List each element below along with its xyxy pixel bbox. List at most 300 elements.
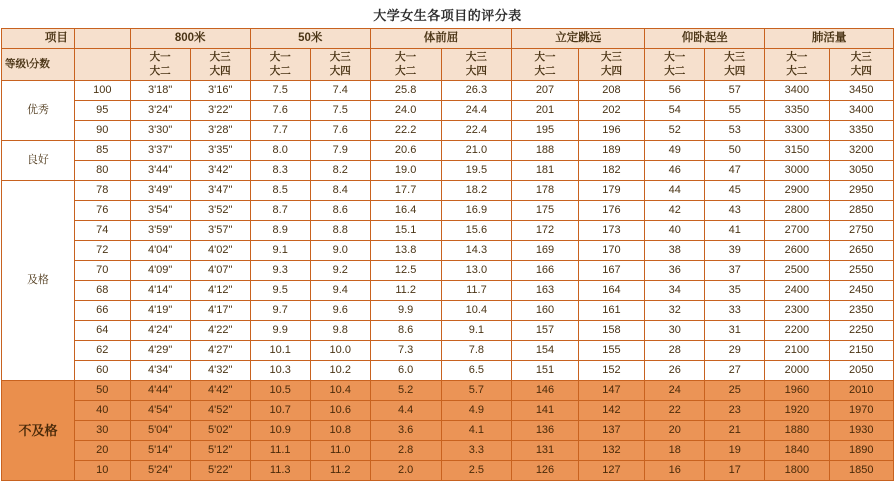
data-cell: 3'42" [190, 161, 250, 181]
header-subcol-senior-5: 大三 大四 [705, 49, 765, 81]
table-row [2, 221, 894, 241]
score-value: 76 [74, 201, 130, 221]
score-value: 74 [74, 221, 130, 241]
data-cell: 141 [512, 401, 578, 421]
data-cell: 10.6 [310, 401, 370, 421]
data-cell: 7.7 [250, 121, 310, 141]
data-cell: 9.4 [310, 281, 370, 301]
table-row [2, 141, 894, 161]
data-cell: 52 [645, 121, 705, 141]
data-cell: 157 [512, 321, 578, 341]
header-subcol-senior-4: 大三 大四 [578, 49, 644, 81]
data-cell: 34 [645, 281, 705, 301]
table-row [2, 161, 894, 181]
data-cell: 151 [512, 361, 578, 381]
score-value: 68 [74, 281, 130, 301]
data-cell: 4'54" [130, 401, 190, 421]
data-cell: 16.9 [441, 201, 512, 221]
data-cell: 3000 [765, 161, 829, 181]
data-cell: 4.9 [441, 401, 512, 421]
data-cell: 3'59" [130, 221, 190, 241]
score-value: 10 [74, 461, 130, 481]
data-cell: 7.5 [250, 81, 310, 101]
data-cell: 20.6 [370, 141, 441, 161]
table-row [2, 241, 894, 261]
score-value: 64 [74, 321, 130, 341]
data-cell: 10.2 [310, 361, 370, 381]
data-cell: 3300 [765, 121, 829, 141]
data-cell: 7.3 [370, 341, 441, 361]
table-row [2, 301, 894, 321]
data-cell: 57 [705, 81, 765, 101]
data-cell: 10.4 [441, 301, 512, 321]
score-value: 60 [74, 361, 130, 381]
data-cell: 1880 [765, 421, 829, 441]
data-cell: 6.5 [441, 361, 512, 381]
score-value: 95 [74, 101, 130, 121]
data-cell: 1850 [829, 461, 893, 481]
data-cell: 8.8 [310, 221, 370, 241]
data-cell: 161 [578, 301, 644, 321]
data-cell: 172 [512, 221, 578, 241]
data-cell: 188 [512, 141, 578, 161]
data-cell: 4'09" [130, 261, 190, 281]
data-cell: 24.4 [441, 101, 512, 121]
data-cell: 25.8 [370, 81, 441, 101]
data-cell: 181 [512, 161, 578, 181]
data-cell: 201 [512, 101, 578, 121]
data-cell: 44 [645, 181, 705, 201]
data-cell: 27 [705, 361, 765, 381]
data-cell: 2000 [765, 361, 829, 381]
data-cell: 54 [645, 101, 705, 121]
data-cell: 167 [578, 261, 644, 281]
data-cell: 10.9 [250, 421, 310, 441]
data-cell: 4'24" [130, 321, 190, 341]
data-cell: 142 [578, 401, 644, 421]
data-cell: 10.4 [310, 381, 370, 401]
table-row [2, 341, 894, 361]
data-cell: 5.2 [370, 381, 441, 401]
score-value: 40 [74, 401, 130, 421]
data-cell: 4'29" [130, 341, 190, 361]
data-cell: 18 [645, 441, 705, 461]
header-event-2: 50米 [250, 29, 370, 49]
data-cell: 131 [512, 441, 578, 461]
data-cell: 4.4 [370, 401, 441, 421]
data-cell: 4'34" [130, 361, 190, 381]
data-cell: 38 [645, 241, 705, 261]
data-cell: 16.4 [370, 201, 441, 221]
data-cell: 3'57" [190, 221, 250, 241]
data-cell: 173 [578, 221, 644, 241]
data-cell: 155 [578, 341, 644, 361]
data-cell: 154 [512, 341, 578, 361]
data-cell: 158 [578, 321, 644, 341]
data-cell: 8.4 [310, 181, 370, 201]
data-cell: 3450 [829, 81, 893, 101]
data-cell: 2010 [829, 381, 893, 401]
data-cell: 152 [578, 361, 644, 381]
data-cell: 22.4 [441, 121, 512, 141]
data-cell: 32 [645, 301, 705, 321]
data-cell: 22 [645, 401, 705, 421]
data-cell: 4'27" [190, 341, 250, 361]
data-cell: 208 [578, 81, 644, 101]
header-corner-blank-2 [74, 49, 130, 81]
data-cell: 43 [705, 201, 765, 221]
data-cell: 146 [512, 381, 578, 401]
data-cell: 4'19" [130, 301, 190, 321]
header-subcol-junior-2: 大一 大二 [250, 49, 310, 81]
data-cell: 1890 [829, 441, 893, 461]
data-cell: 15.6 [441, 221, 512, 241]
score-value: 85 [74, 141, 130, 161]
data-cell: 127 [578, 461, 644, 481]
data-cell: 166 [512, 261, 578, 281]
data-cell: 2450 [829, 281, 893, 301]
data-cell: 5'02" [190, 421, 250, 441]
data-cell: 2200 [765, 321, 829, 341]
data-cell: 8.3 [250, 161, 310, 181]
table-row [2, 121, 894, 141]
header-event-1: 800米 [130, 29, 250, 49]
data-cell: 163 [512, 281, 578, 301]
data-cell: 2300 [765, 301, 829, 321]
data-cell: 3'30" [130, 121, 190, 141]
data-cell: 9.9 [370, 301, 441, 321]
data-cell: 4'52" [190, 401, 250, 421]
data-cell: 3.3 [441, 441, 512, 461]
data-cell: 136 [512, 421, 578, 441]
data-cell: 2600 [765, 241, 829, 261]
data-cell: 19.5 [441, 161, 512, 181]
table-row [2, 401, 894, 421]
table-row [2, 201, 894, 221]
data-cell: 2900 [765, 181, 829, 201]
data-cell: 7.5 [310, 101, 370, 121]
data-cell: 8.5 [250, 181, 310, 201]
data-cell: 26.3 [441, 81, 512, 101]
data-cell: 3'24" [130, 101, 190, 121]
score-value: 20 [74, 441, 130, 461]
data-cell: 33 [705, 301, 765, 321]
score-value: 50 [74, 381, 130, 401]
data-cell: 9.3 [250, 261, 310, 281]
data-cell: 23 [705, 401, 765, 421]
data-cell: 4'14" [130, 281, 190, 301]
data-cell: 137 [578, 421, 644, 441]
data-cell: 11.1 [250, 441, 310, 461]
data-cell: 7.9 [310, 141, 370, 161]
data-cell: 5'14" [130, 441, 190, 461]
data-cell: 36 [645, 261, 705, 281]
grade-label-1: 优秀 [2, 81, 75, 141]
data-cell: 2850 [829, 201, 893, 221]
data-cell: 17.7 [370, 181, 441, 201]
data-cell: 9.6 [310, 301, 370, 321]
data-cell: 11.7 [441, 281, 512, 301]
header-subcol-junior-3: 大一 大二 [370, 49, 441, 81]
data-cell: 1930 [829, 421, 893, 441]
data-cell: 40 [645, 221, 705, 241]
data-cell: 7.8 [441, 341, 512, 361]
data-cell: 50 [705, 141, 765, 161]
data-cell: 8.0 [250, 141, 310, 161]
data-cell: 132 [578, 441, 644, 461]
data-cell: 147 [578, 381, 644, 401]
data-cell: 4'04" [130, 241, 190, 261]
data-cell: 8.9 [250, 221, 310, 241]
data-cell: 3.6 [370, 421, 441, 441]
data-cell: 2800 [765, 201, 829, 221]
data-cell: 2550 [829, 261, 893, 281]
score-value: 66 [74, 301, 130, 321]
data-cell: 9.0 [310, 241, 370, 261]
data-cell: 9.2 [310, 261, 370, 281]
table-row [2, 321, 894, 341]
data-cell: 4'32" [190, 361, 250, 381]
data-cell: 55 [705, 101, 765, 121]
data-cell: 8.6 [370, 321, 441, 341]
data-cell: 175 [512, 201, 578, 221]
data-cell: 3'47" [190, 181, 250, 201]
header-event-6: 肺活量 [765, 29, 894, 49]
data-cell: 3'16" [190, 81, 250, 101]
data-cell: 178 [512, 181, 578, 201]
header-corner-grade-score: 等级\分数 [2, 49, 75, 81]
data-cell: 26 [645, 361, 705, 381]
data-cell: 17 [705, 461, 765, 481]
data-cell: 1960 [765, 381, 829, 401]
data-cell: 2050 [829, 361, 893, 381]
header-subcol-junior-5: 大一 大二 [645, 49, 705, 81]
data-cell: 3150 [765, 141, 829, 161]
data-cell: 3'49" [130, 181, 190, 201]
data-cell: 3'44" [130, 161, 190, 181]
data-cell: 2.8 [370, 441, 441, 461]
data-cell: 6.0 [370, 361, 441, 381]
data-cell: 1970 [829, 401, 893, 421]
grade-table [1, 28, 894, 481]
data-cell: 8.6 [310, 201, 370, 221]
data-cell: 3'22" [190, 101, 250, 121]
data-cell: 3350 [765, 101, 829, 121]
grade-label-2: 良好 [2, 141, 75, 181]
score-value: 62 [74, 341, 130, 361]
data-cell: 4'02" [190, 241, 250, 261]
data-cell: 4.1 [441, 421, 512, 441]
data-cell: 9.7 [250, 301, 310, 321]
data-cell: 22.2 [370, 121, 441, 141]
data-cell: 195 [512, 121, 578, 141]
header-subcol-senior-2: 大三 大四 [310, 49, 370, 81]
score-value: 70 [74, 261, 130, 281]
data-cell: 8.2 [310, 161, 370, 181]
score-value: 72 [74, 241, 130, 261]
data-cell: 28 [645, 341, 705, 361]
header-event-3: 体前屈 [370, 29, 512, 49]
data-cell: 2750 [829, 221, 893, 241]
data-cell: 53 [705, 121, 765, 141]
header-subcol-junior-1: 大一 大二 [130, 49, 190, 81]
data-cell: 9.9 [250, 321, 310, 341]
data-cell: 2500 [765, 261, 829, 281]
data-cell: 12.5 [370, 261, 441, 281]
data-cell: 189 [578, 141, 644, 161]
data-cell: 3'28" [190, 121, 250, 141]
data-cell: 45 [705, 181, 765, 201]
data-cell: 11.3 [250, 461, 310, 481]
data-cell: 2350 [829, 301, 893, 321]
data-cell: 15.1 [370, 221, 441, 241]
data-cell: 46 [645, 161, 705, 181]
data-cell: 3'54" [130, 201, 190, 221]
data-cell: 10.1 [250, 341, 310, 361]
data-cell: 19 [705, 441, 765, 461]
table-row [2, 361, 894, 381]
data-cell: 1920 [765, 401, 829, 421]
data-cell: 8.7 [250, 201, 310, 221]
score-value: 100 [74, 81, 130, 101]
data-cell: 9.5 [250, 281, 310, 301]
data-cell: 41 [705, 221, 765, 241]
table-row [2, 461, 894, 481]
data-cell: 3350 [829, 121, 893, 141]
data-cell: 2700 [765, 221, 829, 241]
data-cell: 10.5 [250, 381, 310, 401]
data-cell: 29 [705, 341, 765, 361]
data-cell: 4'17" [190, 301, 250, 321]
page-title: 大学女生各项目的评分表 [373, 8, 522, 23]
data-cell: 24.0 [370, 101, 441, 121]
data-cell: 35 [705, 281, 765, 301]
table-row [2, 381, 894, 401]
data-cell: 16 [645, 461, 705, 481]
data-cell: 10.0 [310, 341, 370, 361]
data-cell: 31 [705, 321, 765, 341]
header-event-5: 仰卧起坐 [645, 29, 765, 49]
data-cell: 7.6 [310, 121, 370, 141]
data-cell: 9.8 [310, 321, 370, 341]
data-cell: 196 [578, 121, 644, 141]
header-subcol-senior-1: 大三 大四 [190, 49, 250, 81]
data-cell: 42 [645, 201, 705, 221]
data-cell: 202 [578, 101, 644, 121]
data-cell: 170 [578, 241, 644, 261]
data-cell: 2100 [765, 341, 829, 361]
data-cell: 2.5 [441, 461, 512, 481]
table-row [2, 421, 894, 441]
data-cell: 4'12" [190, 281, 250, 301]
score-value: 90 [74, 121, 130, 141]
data-cell: 25 [705, 381, 765, 401]
score-value: 30 [74, 421, 130, 441]
data-cell: 10.8 [310, 421, 370, 441]
data-cell: 3'35" [190, 141, 250, 161]
data-cell: 3200 [829, 141, 893, 161]
header-row-events [2, 29, 894, 49]
header-subcol-senior-6: 大三 大四 [829, 49, 893, 81]
data-cell: 5'22" [190, 461, 250, 481]
header-subcol-junior-4: 大一 大二 [512, 49, 578, 81]
data-cell: 3'18" [130, 81, 190, 101]
data-cell: 4'42" [190, 381, 250, 401]
data-cell: 49 [645, 141, 705, 161]
data-cell: 21 [705, 421, 765, 441]
data-cell: 5.7 [441, 381, 512, 401]
data-cell: 3400 [765, 81, 829, 101]
data-cell: 9.1 [441, 321, 512, 341]
data-cell: 11.0 [310, 441, 370, 461]
table-row [2, 81, 894, 101]
header-event-4: 立定跳远 [512, 29, 645, 49]
data-cell: 30 [645, 321, 705, 341]
data-cell: 3'52" [190, 201, 250, 221]
data-cell: 207 [512, 81, 578, 101]
data-cell: 5'12" [190, 441, 250, 461]
header-subcol-senior-3: 大三 大四 [441, 49, 512, 81]
data-cell: 13.0 [441, 261, 512, 281]
data-cell: 169 [512, 241, 578, 261]
data-cell: 4'44" [130, 381, 190, 401]
header-corner-item: 项目 [2, 29, 75, 49]
data-cell: 24 [645, 381, 705, 401]
data-cell: 3050 [829, 161, 893, 181]
score-value: 78 [74, 181, 130, 201]
data-cell: 56 [645, 81, 705, 101]
data-cell: 1800 [765, 461, 829, 481]
data-cell: 2950 [829, 181, 893, 201]
data-cell: 7.4 [310, 81, 370, 101]
data-cell: 37 [705, 261, 765, 281]
data-cell: 164 [578, 281, 644, 301]
data-cell: 2150 [829, 341, 893, 361]
data-cell: 160 [512, 301, 578, 321]
data-cell: 14.3 [441, 241, 512, 261]
data-cell: 2400 [765, 281, 829, 301]
data-cell: 47 [705, 161, 765, 181]
data-cell: 11.2 [310, 461, 370, 481]
data-cell: 13.8 [370, 241, 441, 261]
data-cell: 176 [578, 201, 644, 221]
data-cell: 2650 [829, 241, 893, 261]
data-cell: 19.0 [370, 161, 441, 181]
data-cell: 10.7 [250, 401, 310, 421]
data-cell: 2250 [829, 321, 893, 341]
table-row [2, 261, 894, 281]
header-row-subcols [2, 49, 894, 81]
data-cell: 4'07" [190, 261, 250, 281]
data-cell: 9.1 [250, 241, 310, 261]
data-cell: 179 [578, 181, 644, 201]
score-value: 80 [74, 161, 130, 181]
table-row [2, 181, 894, 201]
data-cell: 4'22" [190, 321, 250, 341]
data-cell: 21.0 [441, 141, 512, 161]
data-cell: 18.2 [441, 181, 512, 201]
data-cell: 20 [645, 421, 705, 441]
data-cell: 39 [705, 241, 765, 261]
data-cell: 3'37" [130, 141, 190, 161]
data-cell: 11.2 [370, 281, 441, 301]
data-cell: 7.6 [250, 101, 310, 121]
grade-label-4: 不及格 [2, 381, 75, 481]
data-cell: 126 [512, 461, 578, 481]
data-cell: 182 [578, 161, 644, 181]
grade-label-3: 及格 [2, 181, 75, 381]
data-cell: 10.3 [250, 361, 310, 381]
